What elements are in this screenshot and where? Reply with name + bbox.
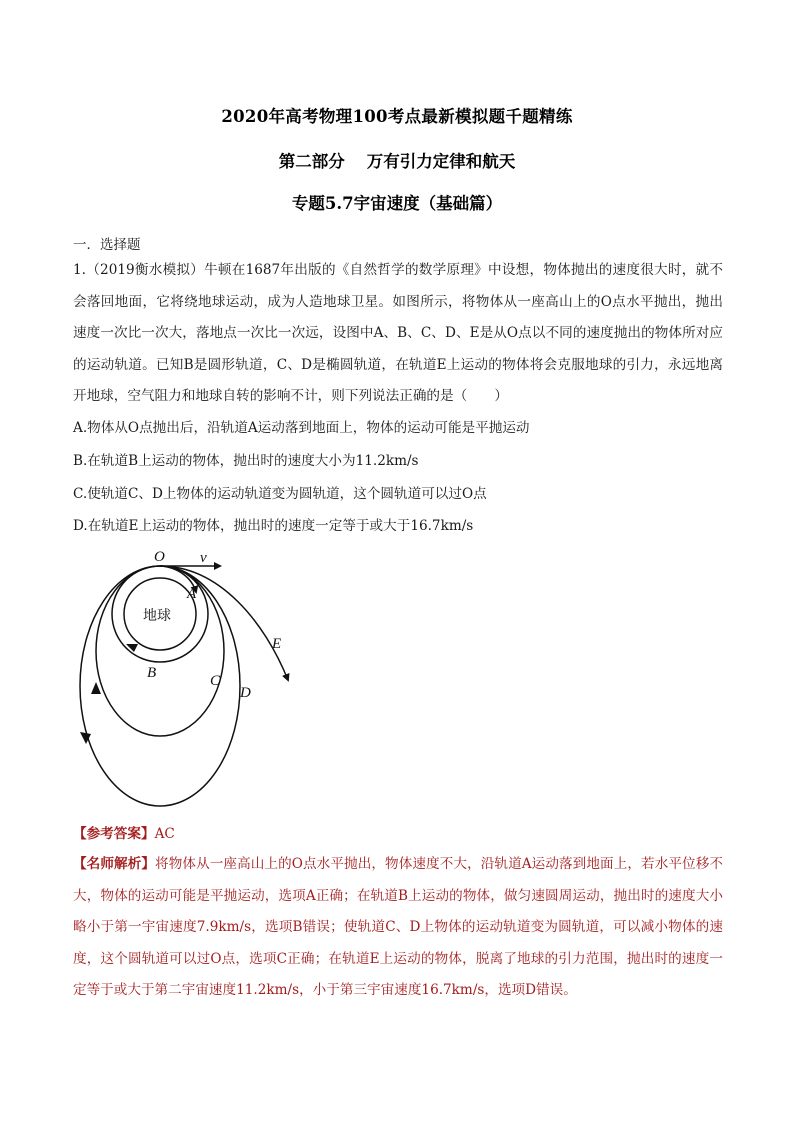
- orbit-d-label: D: [240, 685, 251, 701]
- answer-line: [73, 822, 175, 842]
- option-b: B.在轨道B上运动的物体，抛出时的速度大小为11.2km/s: [73, 453, 419, 469]
- orbit-b-label: B: [147, 665, 157, 681]
- document-title: 2020年高考物理100考点最新模拟题千题精练: [221, 107, 573, 126]
- part-heading: [0, 148, 794, 172]
- part-subject: 万有引力定律和航天: [366, 152, 516, 171]
- earth-label: 地球: [143, 608, 171, 624]
- option-d: D.在轨道E上运动的物体，抛出时的速度一定等于或大于16.7km/s: [73, 518, 474, 534]
- orbit-c-arrow-icon: [91, 682, 101, 694]
- section-heading: 一．选择题: [73, 237, 141, 253]
- orbit-b-arrow-icon: [126, 644, 138, 652]
- orbit-a-label: A: [187, 586, 197, 602]
- velocity-label: v: [200, 550, 207, 566]
- point-o-label: O: [154, 549, 165, 565]
- topic-heading: 专题5.7宇宙速度（基础篇）: [291, 194, 503, 213]
- orbit-diagram: [60, 548, 310, 810]
- explanation-label: 【名师解析】: [73, 856, 156, 872]
- part-number: 第二部分: [278, 152, 345, 171]
- explanation-text: 将物体从一座高山上的O点水平抛出，物体速度不大，沿轨道A运动落到地面上，若水平位移不大，物体的运动可能是平抛运动，选项A正确；在轨道B上运动的物体，做匀速圆周运动，抛出时的速度大小略小于第一宇宙速度7.9km/s，选项B错误；使轨道C、D上物体的运动轨道变为圆轨道，可以减小物体的速度，这个圆轨道可以过O点，选项C正确；在轨道E上运动的物体，脱离了地球的引力范围，抛出时的速度一定等于或大于第二宇宙速度11.2km/s，小于第三宇宙速度16.7km/s，选项D错误。: [73, 856, 723, 998]
- option-c: C.使轨道C、D上物体的运动轨道变为圆轨道，这个圆轨道可以过O点: [73, 486, 487, 502]
- orbit-c-label: C: [210, 673, 221, 689]
- answer-label: 【参考答案】: [73, 826, 155, 842]
- orbit-c: [96, 566, 224, 736]
- orbit-e-label: E: [272, 636, 282, 652]
- question-stem: 1.（2019衡水模拟）牛顿在1687年出版的《自然哲学的数学原理》中设想，物体抛出的速度很大时，就不会落回地面，它将绕地球运动，成为人造地球卫星。如图所示，将物体从一座高山上的O点水平抛出，抛出速度一次比一次大，落地点一次比一次远，设图中A、B、C、D、E是从O点以不同的速度抛出的物体所对应的运动轨道。已知B是圆形轨道，C、D是椭圆轨道，在轨道E上运动的物体将会克服地球的引力，永远地离开地球，空气阻力和地球自转的影响不计，则下列说法正确的是（ ）: [73, 262, 723, 404]
- answer-value: AC: [154, 826, 175, 842]
- option-a: A.物体从O点抛出后，沿轨道A运动落到地面上，物体的运动可能是平抛运动: [73, 420, 530, 436]
- explanation-paragraph: [73, 849, 723, 1007]
